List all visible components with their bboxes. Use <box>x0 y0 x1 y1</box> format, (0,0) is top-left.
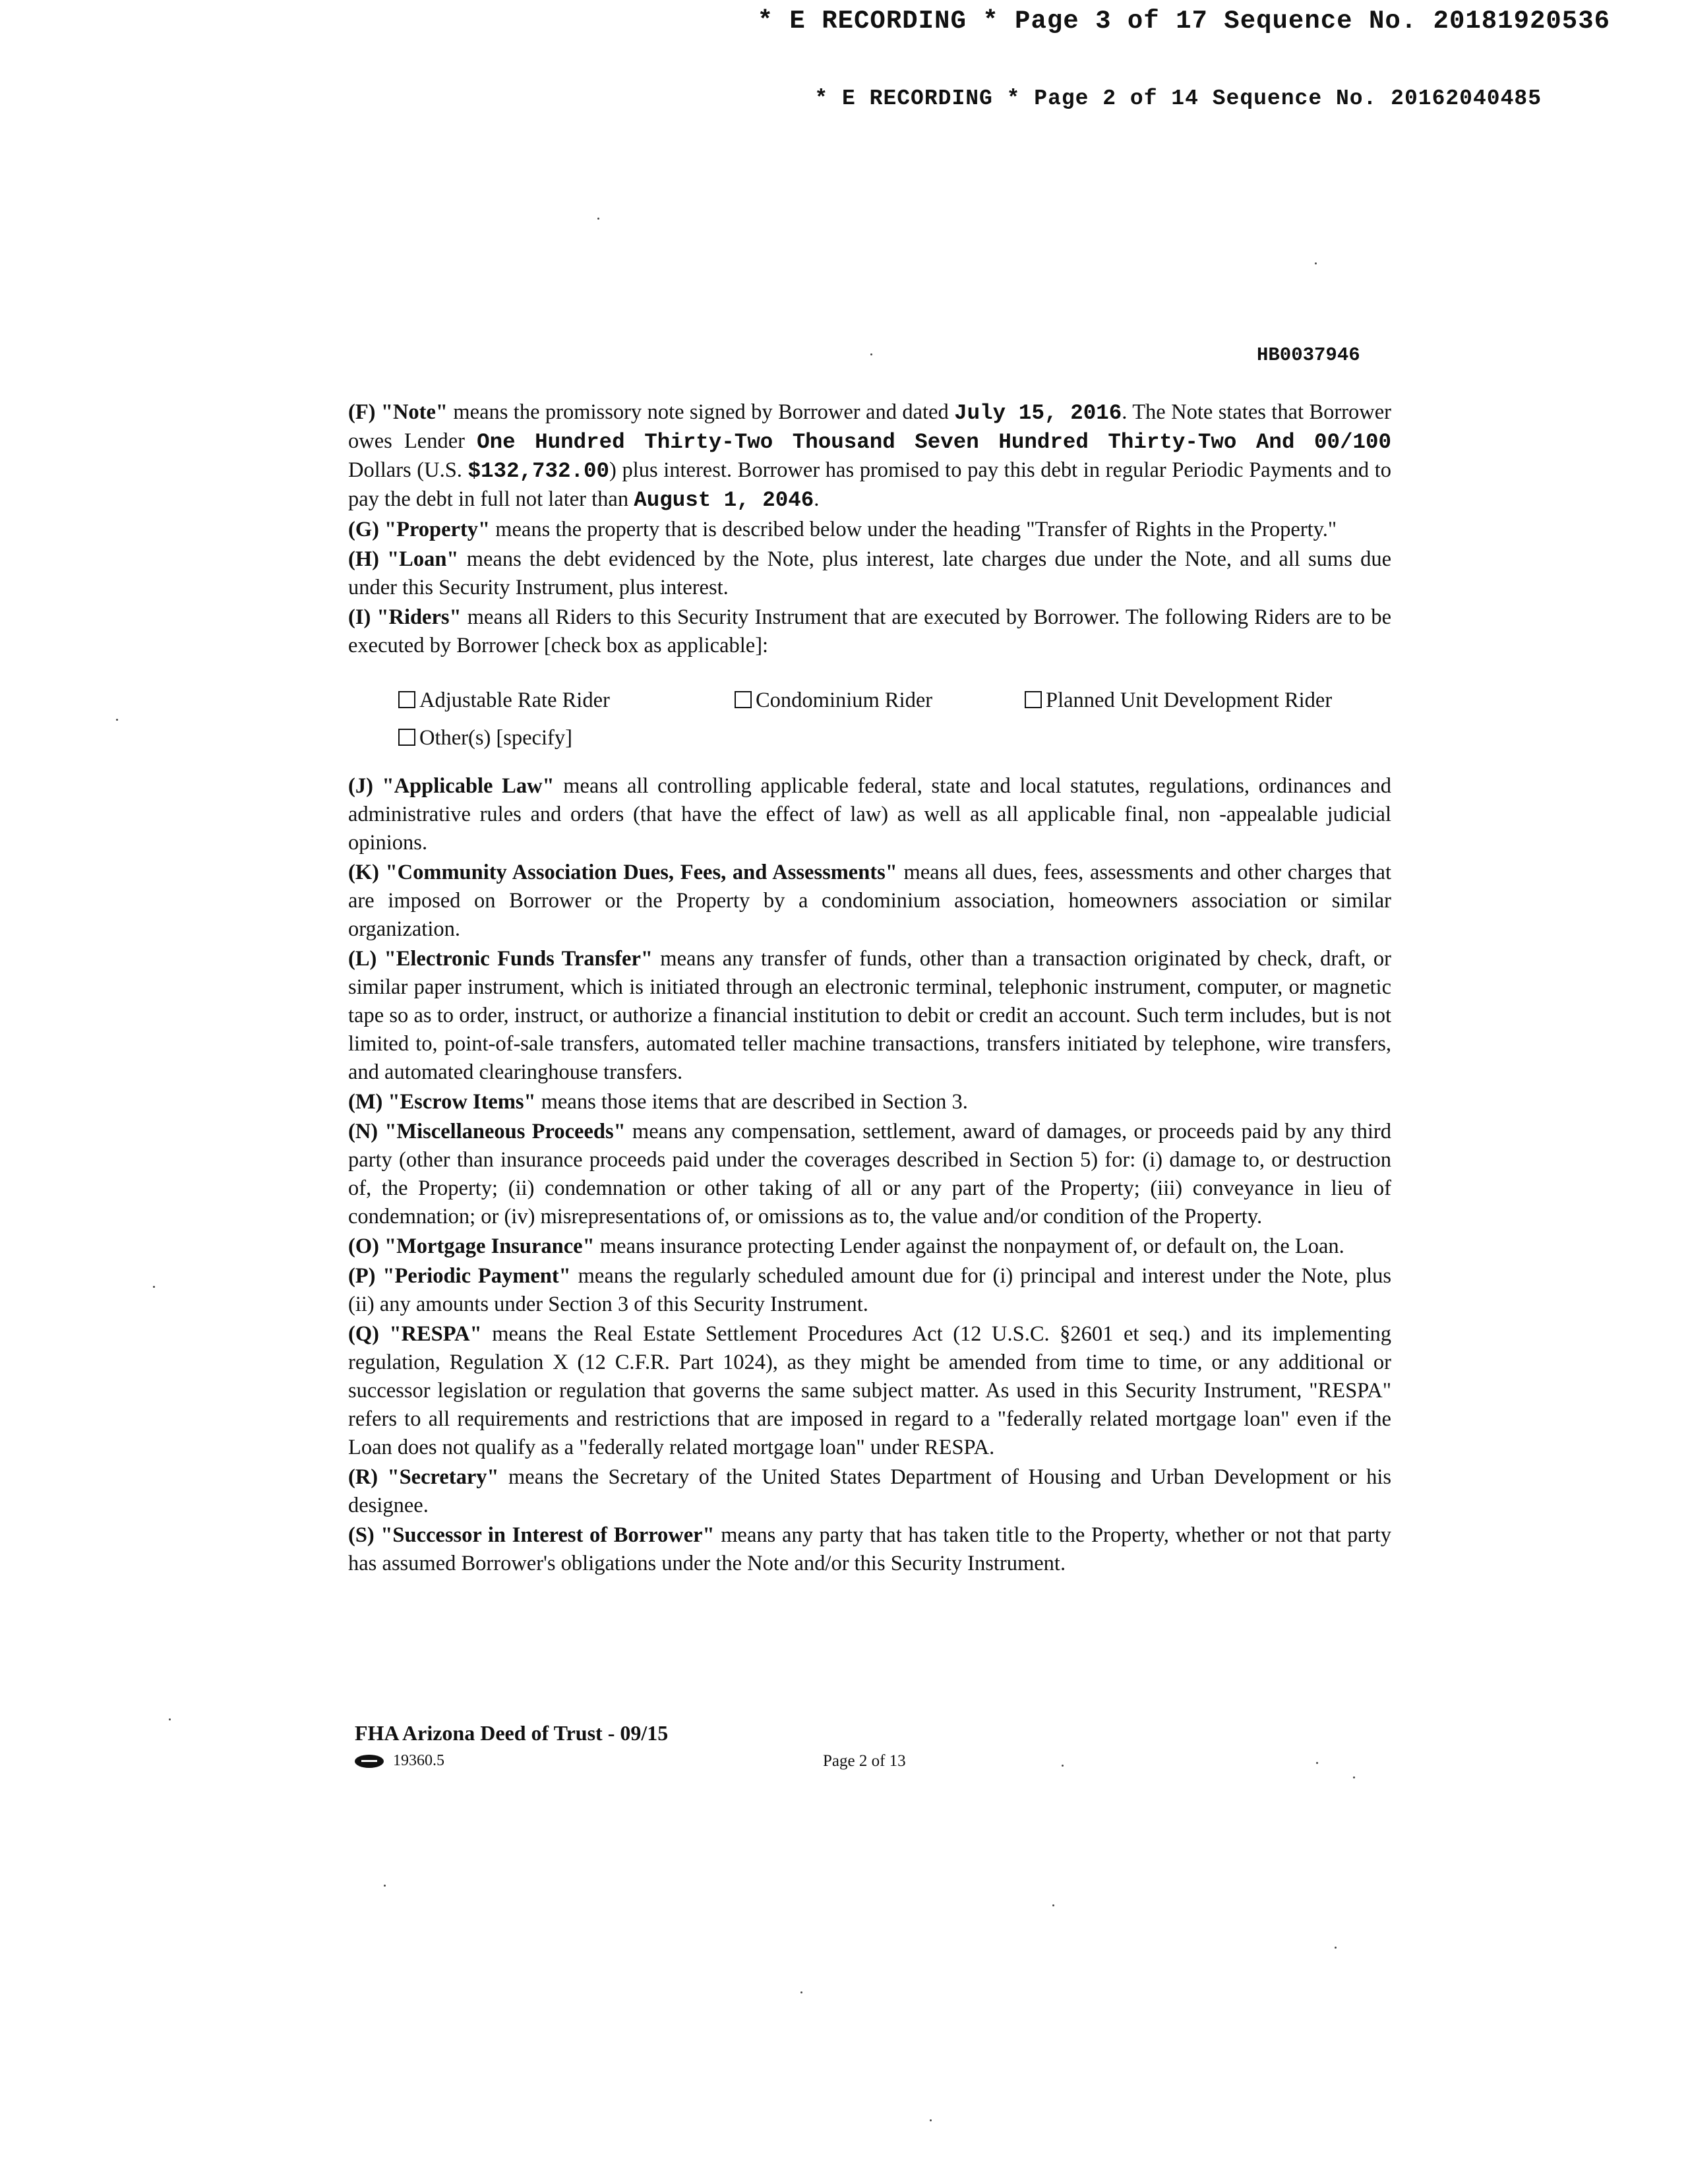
definition-text: means the Real Estate Settlement Procedures Act (12 U.S.C. §2601 et seq.) and its implementing regulation, Regulation X (12 C.F.R. Part 1024), as they might be amended from time to time, or any additional or successor legislation or regulation that governs the same subject matter. As used in this Security Instrument, "RESPA" refers to all requirements and restrictions that are imposed in regard to a "federally related mortgage loan" even if the Loan does not qualify as a "federally related mortgage loan" under RESPA. <box>348 1322 1391 1459</box>
loan-number: HB0037946 <box>1257 344 1360 366</box>
rider-checklist <box>398 686 1391 752</box>
definition-label: (J) "Applicable Law" <box>348 774 555 798</box>
definition-q <box>348 1320 1391 1462</box>
definition-text: means any compensation, settlement, award of damages, or proceeds paid by any third party (other than insurance proceeds paid under the coverages described in Section 5) for: (i) damage to, or destruction of, the Property; (ii) condemnation or other taking of all or any part of the Property; (iii) conveyance in lieu of condemnation; or (iv) misrepresentations of, or omissions as to, the value and/or condition of the Property. <box>348 1120 1391 1228</box>
definition-i <box>348 603 1391 660</box>
loan-amount: $132,732.00 <box>467 459 610 483</box>
definition-label: (M) "Escrow Items" <box>348 1090 536 1114</box>
scan-speck <box>930 2119 932 2121</box>
page-number: Page 2 of 13 <box>823 1752 906 1770</box>
checkbox-icon[interactable] <box>398 691 415 708</box>
definition-text: Dollars (U.S. <box>348 458 468 482</box>
definition-label: (H) "Loan" <box>348 547 459 571</box>
recording-stamp-second: * E RECORDING * Page 2 of 14 Sequence No. 20162040485 <box>814 86 1542 111</box>
definition-g <box>348 516 1391 544</box>
definition-text: means any transfer of funds, other than a transaction originated by check, draft, or similar paper instrument, which is initiated through an electronic terminal, telephonic instrument, computer, or magnetic tape so as to order, instruct, or authorize a financial institution to debit or credit an account. Such term includes, but is not limited to, point-of-sale transfers, automated teller machine transactions, transfers initiated by telephone, wire transfers, and automated clearinghouse transfers. <box>348 947 1391 1084</box>
definition-text: means all controlling applicable federal, state and local statutes, regulations, ordinances and administrative rules and orders (that have the effect of law) as well as all applicable final, non -appealable judicial opinions. <box>348 774 1391 855</box>
note-date: July 15, 2016 <box>954 401 1122 425</box>
scan-speck <box>384 1885 386 1887</box>
checkbox-icon[interactable] <box>398 729 415 746</box>
definition-label: (P) "Periodic Payment" <box>348 1264 571 1288</box>
scan-speck <box>800 1991 802 1993</box>
definition-f <box>348 398 1391 514</box>
definition-text: means insurance protecting Lender against the nonpayment of, or default on, the Loan. <box>594 1234 1344 1258</box>
definition-label: (R) "Secretary" <box>348 1465 499 1489</box>
scan-speck <box>1353 1776 1355 1778</box>
definition-text: . The Note states that Borrower owes Lender <box>348 400 1391 453</box>
definition-n <box>348 1118 1391 1231</box>
scan-speck <box>116 719 118 721</box>
definition-s <box>348 1521 1391 1578</box>
scan-speck <box>597 218 599 220</box>
scan-speck <box>1335 1947 1337 1949</box>
definition-text: means the property that is described below under the heading "Transfer of Rights in the Property." <box>490 518 1337 541</box>
definition-text: means all dues, fees, assessments and other charges that are imposed on Borrower or the Property by a condominium association, homeowners association or similar organization. <box>348 861 1391 941</box>
checkbox-icon[interactable] <box>1025 691 1042 708</box>
rider-label: Planned Unit Development Rider <box>1046 688 1333 712</box>
checkbox-icon[interactable] <box>735 691 752 708</box>
definition-text: ) plus interest. Borrower has promised to pay this debt in regular Periodic Payments and to pay the debt in full not later than <box>348 458 1391 511</box>
definition-o <box>348 1232 1391 1261</box>
rider-label: Other(s) [specify] <box>419 726 572 750</box>
rider-label: Adjustable Rate Rider <box>419 688 610 712</box>
definition-label: (N) "Miscellaneous Proceeds" <box>348 1120 626 1143</box>
definition-l <box>348 945 1391 1087</box>
scan-speck <box>1315 262 1317 264</box>
definition-label: (S) "Successor in Interest of Borrower" <box>348 1523 715 1547</box>
definition-label: (L) "Electronic Funds Transfer" <box>348 947 653 971</box>
recording-stamp-top: * E RECORDING * Page 3 of 17 Sequence No. 20181920536 <box>757 7 1610 36</box>
rider-condominium[interactable] <box>735 686 1025 715</box>
rider-other[interactable] <box>398 724 735 752</box>
definition-text: means those items that are described in Section 3. <box>535 1090 968 1114</box>
rider-planned-unit-development[interactable] <box>1025 686 1391 715</box>
definition-text: means the promissory note signed by Borrower and dated <box>447 400 955 424</box>
definition-h <box>348 545 1391 602</box>
definition-p <box>348 1262 1391 1319</box>
form-logo-icon <box>355 1755 384 1768</box>
definition-label: (I) "Riders" <box>348 605 462 629</box>
definition-text: . <box>814 487 820 511</box>
scan-speck <box>169 1718 171 1720</box>
document-body <box>348 398 1391 1579</box>
form-code <box>355 1752 444 1770</box>
form-title: FHA Arizona Deed of Trust - 09/15 <box>355 1721 669 1745</box>
definition-label: (F) "Note" <box>348 400 448 424</box>
definition-j <box>348 772 1391 857</box>
rider-label: Condominium Rider <box>756 688 933 712</box>
maturity-date: August 1, 2046 <box>634 488 814 512</box>
form-code-text: 19360.5 <box>393 1752 444 1769</box>
loan-amount-words: One Hundred Thirty-Two Thousand Seven Hundred Thirty-Two And 00/100 <box>477 430 1391 454</box>
scan-speck <box>1316 1762 1318 1764</box>
definition-m <box>348 1088 1391 1116</box>
definition-label: (G) "Property" <box>348 518 491 541</box>
definition-text: means the regularly scheduled amount due for (i) principal and interest under the Note, plus (ii) any amounts under Section 3 of this Security Instrument. <box>348 1264 1391 1316</box>
definition-text: means all Riders to this Security Instrument that are executed by Borrower. The following Riders are to be executed by Borrower [check box as applicable]: <box>348 605 1392 657</box>
definition-r <box>348 1463 1391 1520</box>
rider-adjustable-rate[interactable] <box>398 686 735 715</box>
definition-text: means any party that has taken title to the Property, whether or not that party has assumed Borrower's obligations under the Note and/or this Security Instrument. <box>348 1523 1391 1575</box>
scan-speck <box>1052 1904 1054 1906</box>
definition-label: (Q) "RESPA" <box>348 1322 482 1346</box>
scan-speck <box>153 1286 155 1288</box>
scan-speck <box>870 353 872 355</box>
scan-speck <box>1062 1765 1064 1767</box>
definition-label: (K) "Community Association Dues, Fees, and Assessments" <box>348 861 897 884</box>
definition-label: (O) "Mortgage Insurance" <box>348 1234 595 1258</box>
definition-text: means the debt evidenced by the Note, plus interest, late charges due under the Note, and all sums due under this Security Instrument, plus interest. <box>348 547 1391 599</box>
definition-k <box>348 859 1391 944</box>
definition-text: means the Secretary of the United States Department of Housing and Urban Development or his designee. <box>348 1465 1391 1517</box>
